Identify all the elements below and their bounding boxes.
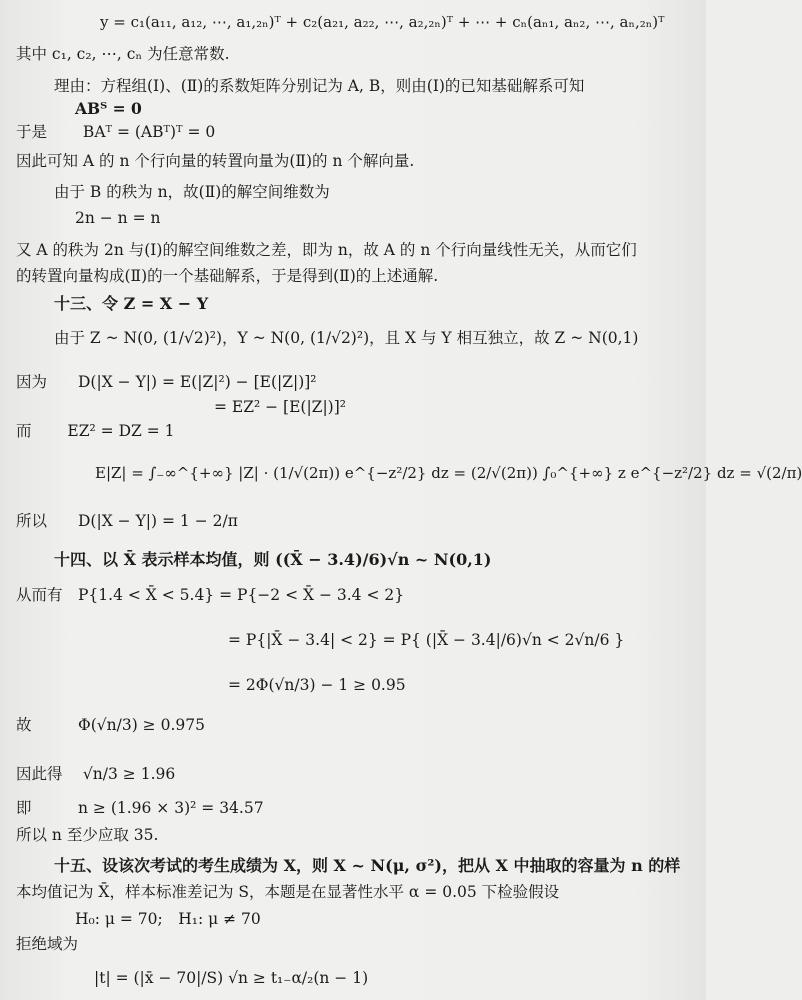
ez-squared-line: 而 EZ² = DZ = 1 xyxy=(16,422,175,440)
expected-abs-z-integral: E|Z| = ∫₋∞^{+∞} |Z| · (1/√(2π)) e^{−z²/2} dz = (2/√(2π)) ∫₀^{+∞} z e^{−z²/2} dz = √(2/π) xyxy=(95,464,802,482)
rank-of-a-line: 又 A 的秩为 2n 与(Ⅰ)的解空间维数之差，即为 n，故 A 的 n 个行向量线性无关，从而它们 xyxy=(16,241,637,259)
ba-transpose-equation: 于是 BAᵀ = (ABᵀ)ᵀ = 0 xyxy=(16,123,216,141)
n-bound-line: 即 n ≥ (1.96 × 3)² = 34.57 xyxy=(16,799,264,817)
section-14-heading: 十四、以 X̄ 表示样本均值，则 ((X̄ − 3.4)/6)√n ~ N(0,1) xyxy=(54,550,492,569)
variance-second-line: = EZ² − [E(|Z|)]² xyxy=(214,398,346,416)
probability-line-3: = 2Φ(√n/3) − 1 ≥ 0.95 xyxy=(228,676,406,694)
rejection-region-formula: |t| = (|x̄ − 70|/S) √n ≥ t₁₋α/₂(n − 1) xyxy=(94,969,369,987)
ab-transpose-equation: ABᵀ = 0 xyxy=(75,99,142,118)
dimension-equation: 2n − n = n xyxy=(75,209,161,227)
section-15-heading: 十五、设该次考试的考生成绩为 X，则 X ~ N(μ, σ²)，把从 X 中抽取的容量为 n 的样 xyxy=(54,856,681,875)
sqrt-n-inequality-line: 因此得 √n/3 ≥ 1.96 xyxy=(16,765,176,783)
row-vectors-conclusion: 因此可知 A 的 n 个行向量的转置向量为(Ⅱ)的 n 个解向量. xyxy=(16,152,415,170)
sample-mean-line: 本均值记为 X̄，样本标准差记为 S，本题是在显著性水平 α = 0.05 下检验假设 xyxy=(16,883,560,901)
z-distribution-line: 由于 Z ~ N(0, (1/√2)²)，Y ~ N(0, (1/√2)²)，且 X 与 Y 相互独立，故 Z ~ N(0,1) xyxy=(54,329,639,347)
phi-inequality-line: 故 Φ(√n/3) ≥ 0.975 xyxy=(16,716,205,734)
general-solution-formula: y = c₁(a₁₁, a₁₂, ⋯, a₁,₂ₙ)ᵀ + c₂(a₂₁, a₂₂, ⋯, a₂,₂ₙ)ᵀ + ⋯ + cₙ(aₙ₁, aₙ₂, ⋯, aₙ,₂ₙ)ᵀ xyxy=(100,13,665,31)
variance-expansion-line: 因为 D(|X − Y|) = E(|Z|²) − [E(|Z|)]² xyxy=(16,373,317,391)
probability-line-2: = P{|X̄ − 3.4| < 2} = P{ (|X̄ − 3.4|/6)√n < 2√n/6 } xyxy=(228,631,625,649)
hypotheses-line: H₀: μ = 70; H₁: μ ≠ 70 xyxy=(75,910,261,928)
variance-result-line: 所以 D(|X − Y|) = 1 − 2/π xyxy=(16,512,238,530)
n-minimum-line: 所以 n 至少应取 35. xyxy=(16,826,159,844)
arbitrary-constants-line: 其中 c₁, c₂, ⋯, cₙ 为任意常数. xyxy=(16,45,230,63)
reason-line: 理由：方程组(Ⅰ)、(Ⅱ)的系数矩阵分别记为 A, B，则由(Ⅰ)的已知基础解系可知 xyxy=(54,77,585,95)
rejection-region-label: 拒绝域为 xyxy=(16,935,79,953)
probability-line-1: 从而有 P{1.4 < X̄ < 5.4} = P{−2 < X̄ − 3.4 < 2} xyxy=(16,586,405,604)
basis-conclusion-line: 的转置向量构成(Ⅱ)的一个基础解系，于是得到(Ⅱ)的上述通解. xyxy=(16,267,439,285)
section-13-heading: 十三、令 Z = X − Y xyxy=(54,294,209,313)
rank-of-b-line: 由于 B 的秩为 n，故(Ⅱ)的解空间维数为 xyxy=(54,183,330,201)
